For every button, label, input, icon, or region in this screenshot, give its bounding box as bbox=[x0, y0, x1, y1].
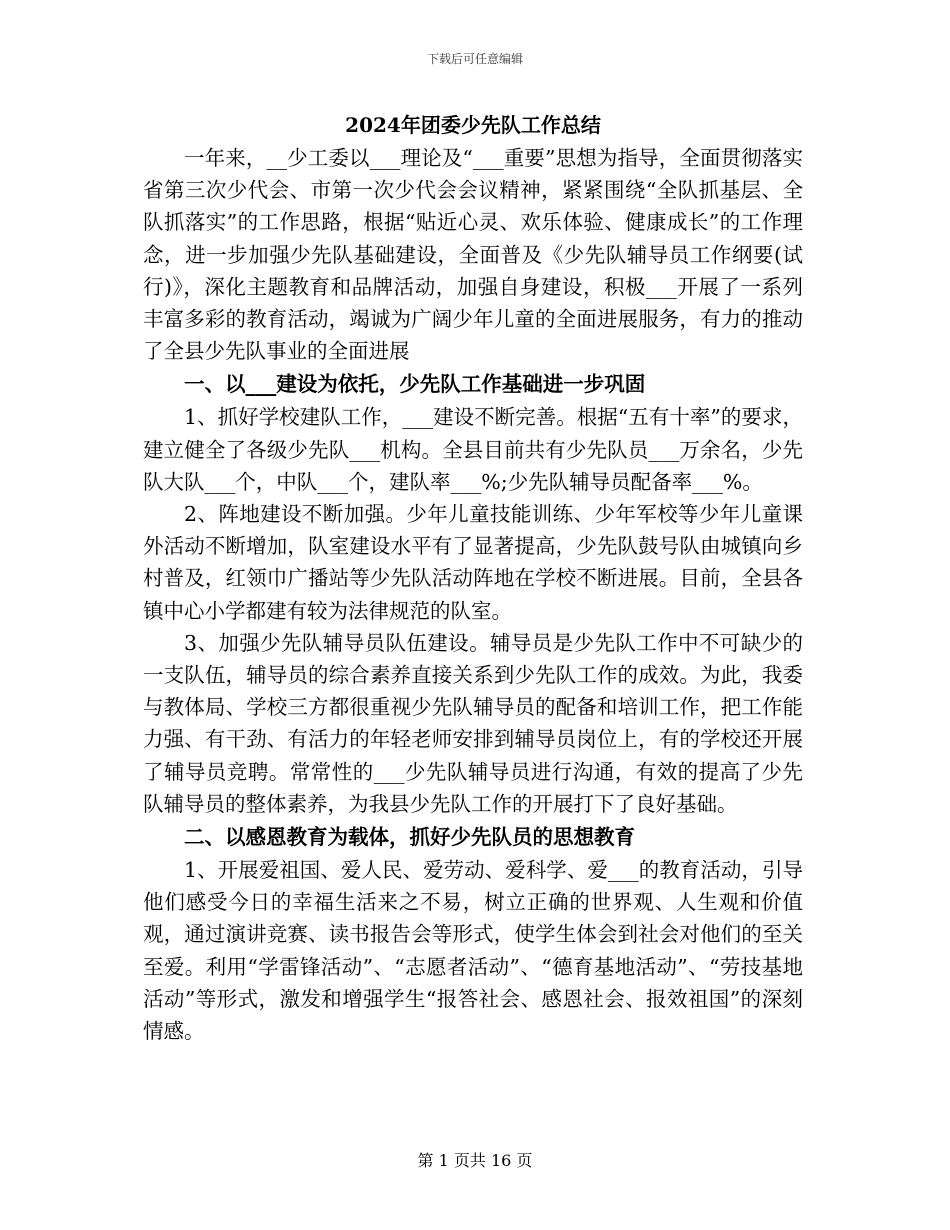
section-1-heading: 一、以___建设为依托，少先队工作基础进一步巩固 bbox=[184, 372, 646, 397]
document-body bbox=[143, 108, 803, 1047]
section-1-paragraph-1: 1、抓好学校建队工作，___建设不断完善。根据“五有十率”的要求，建立健全了各级少先队___机构。全县目前共有少先队员___万余名，少先队大队___个，中队___个，建队率___%;少先队辅导员配备率___%。 bbox=[143, 405, 803, 494]
section-1-paragraph-2: 2、阵地建设不断加强。少年儿童技能训练、少年军校等少年儿童课外活动不断增加，队室建设水平有了显著提高，少先队鼓号队由城镇向乡村普及，红领巾广播站等少先队活动阵地在学校不断进展。目前，全县各镇中心小学都建有较为法律规范的队室。 bbox=[143, 502, 803, 623]
section-2-paragraph-1: 1、开展爱祖国、爱人民、爱劳动、爱科学、爱___的教育活动，引导他们感受今日的幸福生活来之不易，树立正确的世界观、人生观和价值观，通过演讲竞赛、读书报告会等形式，使学生体会到社会对他们的至关至爱。利用“学雷锋活动”、“志愿者活动”、“德育基地活动”、“劳技基地活动”等形式，激发和增强学生“报答社会、感恩社会、报效祖国”的深刻情感。 bbox=[143, 858, 803, 1044]
page-footer: 第 1 页共 16 页 bbox=[417, 1151, 533, 1170]
intro-paragraph: 一年来，__少工委以___理论及“___重要”思想为指导，全面贯彻落实省第三次少代会、市第一次少代会会议精神，紧紧围绕“全队抓基层、全队抓落实”的工作思路，根据“贴近心灵、欢乐体验、健康成长”的工作理念，进一步加强少先队基础建设，全面普及《少先队辅导员工作纲要(试行)》，深化主题教育和品牌活动，加强自身建设，积极___开展了一系列丰富多彩的教育活动，竭诚为广阔少年儿童的全面进展服务，有力的推动了全县少先队事业的全面进展 bbox=[143, 146, 803, 364]
section-2-heading: 二、以感恩教育为载体，抓好少先队员的思想教育 bbox=[184, 825, 635, 850]
header-note: 下载后可任意编辑 bbox=[426, 52, 523, 66]
document-title: 2024年团委少先队工作总结 bbox=[345, 113, 601, 137]
section-1-paragraph-3: 3、加强少先队辅导员队伍建设。辅导员是少先队工作中不可缺少的一支队伍，辅导员的综合素养直接关系到少先队工作的成效。为此，我委与教体局、学校三方都很重视少先队辅导员的配备和培训工作，把工作能力强、有干劲、有活力的年轻老师安排到辅导员岗位上，有的学校还开展了辅导员竞聘。常常性的___少先队辅导员进行沟通，有效的提高了少先队辅导员的整体素养，为我县少先队工作的开展打下了良好基础。 bbox=[143, 630, 803, 816]
